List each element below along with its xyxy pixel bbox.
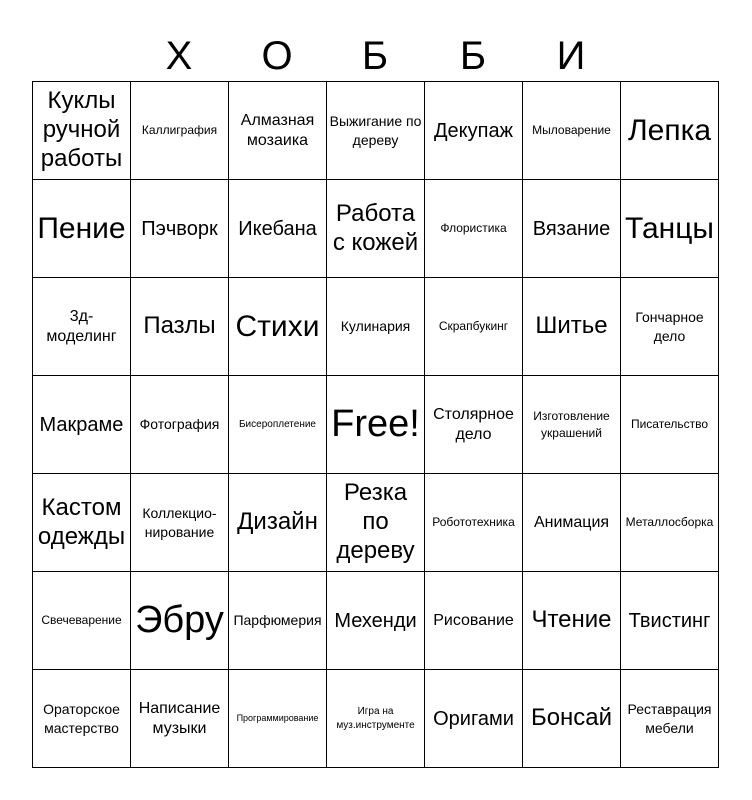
bingo-cell[interactable]: Танцы bbox=[621, 180, 719, 278]
bingo-cell[interactable]: 3д-моделинг bbox=[33, 278, 131, 376]
bingo-cell[interactable]: Программирование bbox=[229, 670, 327, 768]
header-letter-3: Б bbox=[361, 34, 389, 78]
header-letter-1: Х bbox=[165, 34, 193, 78]
bingo-cell[interactable]: Флористика bbox=[425, 180, 523, 278]
bingo-cell[interactable]: Мыловарение bbox=[523, 82, 621, 180]
bingo-cell[interactable]: Изготовление украшений bbox=[523, 376, 621, 474]
bingo-cell[interactable]: Кулинария bbox=[327, 278, 425, 376]
bingo-cell[interactable]: Шитье bbox=[523, 278, 621, 376]
header-letter-5: И bbox=[556, 34, 586, 78]
bingo-cell[interactable]: Лепка bbox=[621, 82, 719, 180]
bingo-cell[interactable]: Коллекцио-нирование bbox=[131, 474, 229, 572]
bingo-cell[interactable]: Пэчворк bbox=[131, 180, 229, 278]
header-letter-2: О bbox=[261, 34, 293, 78]
bingo-cell[interactable]: Макраме bbox=[33, 376, 131, 474]
bingo-cell[interactable]: Написание музыки bbox=[131, 670, 229, 768]
bingo-cell[interactable]: Чтение bbox=[523, 572, 621, 670]
bingo-cell[interactable]: Выжигание по дереву bbox=[327, 82, 425, 180]
bingo-cell[interactable]: Писательство bbox=[621, 376, 719, 474]
bingo-cell[interactable]: Парфюмерия bbox=[229, 572, 327, 670]
header-spacer bbox=[620, 30, 718, 82]
bingo-cell[interactable]: Икебана bbox=[229, 180, 327, 278]
header-letter-4: Б bbox=[459, 34, 487, 78]
bingo-cell[interactable]: Рисование bbox=[425, 572, 523, 670]
bingo-cell[interactable]: Гончарное дело bbox=[621, 278, 719, 376]
bingo-cell[interactable]: Алмазная мозаика bbox=[229, 82, 327, 180]
header-spacer bbox=[32, 30, 130, 82]
bingo-cell[interactable]: Вязание bbox=[523, 180, 621, 278]
bingo-cell[interactable]: Твистинг bbox=[621, 572, 719, 670]
bingo-cell[interactable]: Резка по дереву bbox=[327, 474, 425, 572]
bingo-cell[interactable]: Дизайн bbox=[229, 474, 327, 572]
bingo-cell[interactable]: Скрапбукинг bbox=[425, 278, 523, 376]
bingo-cell[interactable]: Куклы ручной работы bbox=[33, 82, 131, 180]
bingo-cell[interactable]: Бисероплетение bbox=[229, 376, 327, 474]
bingo-cell[interactable]: Робототехника bbox=[425, 474, 523, 572]
bingo-cell[interactable]: Мехенди bbox=[327, 572, 425, 670]
bingo-cell[interactable]: Свечеварение bbox=[33, 572, 131, 670]
bingo-cell[interactable]: Декупаж bbox=[425, 82, 523, 180]
bingo-header bbox=[32, 30, 718, 82]
bingo-cell[interactable]: Оригами bbox=[425, 670, 523, 768]
bingo-cell[interactable]: Пение bbox=[33, 180, 131, 278]
bingo-cell[interactable]: Эбру bbox=[131, 572, 229, 670]
bingo-board bbox=[32, 81, 719, 768]
bingo-cell[interactable]: Металлосборка bbox=[621, 474, 719, 572]
bingo-cell[interactable]: Free! bbox=[327, 376, 425, 474]
bingo-cell[interactable]: Пазлы bbox=[131, 278, 229, 376]
bingo-cell[interactable]: Фотография bbox=[131, 376, 229, 474]
bingo-cell[interactable]: Работа с кожей bbox=[327, 180, 425, 278]
bingo-cell[interactable]: Анимация bbox=[523, 474, 621, 572]
bingo-cell[interactable]: Ораторское мастерство bbox=[33, 670, 131, 768]
bingo-cell[interactable]: Столярное дело bbox=[425, 376, 523, 474]
bingo-cell[interactable]: Игра на муз.инструменте bbox=[327, 670, 425, 768]
bingo-cell[interactable]: Каллиграфия bbox=[131, 82, 229, 180]
bingo-cell[interactable]: Стихи bbox=[229, 278, 327, 376]
bingo-cell[interactable]: Кастом одежды bbox=[33, 474, 131, 572]
bingo-cell[interactable]: Реставрация мебели bbox=[621, 670, 719, 768]
bingo-cell[interactable]: Бонсай bbox=[523, 670, 621, 768]
